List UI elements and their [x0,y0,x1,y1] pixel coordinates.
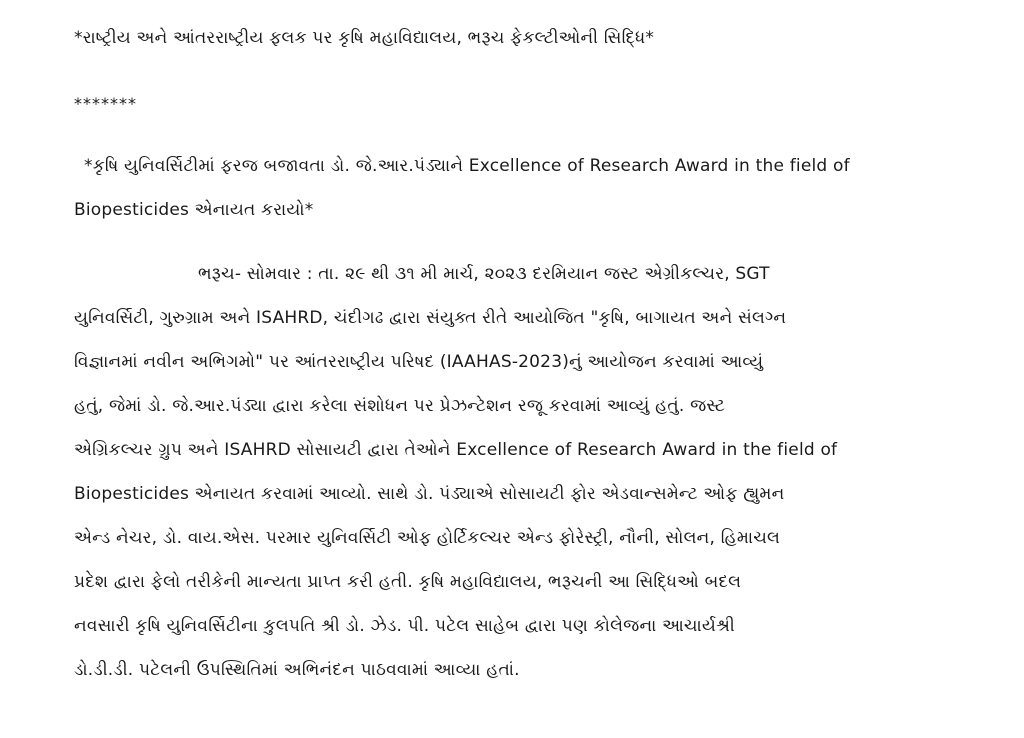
body-line-6: Biopesticides એનાયત કરવામાં આવ્યો. સાથે ડો. પંડ્યાએ સોસાયટી ફોર એડવાન્સમેન્ટ ઓફ હ્યુમન [74,484,785,504]
subheading-line-2: Biopesticides એનાયત કરાયો* [74,200,314,220]
body-line-1: ભરૂચ- સોમવાર : તા. ૨૯ થી ૩૧ મી માર્ચ, ૨૦૨૩ દરમિયાન જસ્ટ એગ્રીકલ્ચર, SGT [198,264,770,284]
separator-asterisks: ******* [74,94,137,113]
subheading-line-1: *કૃષિ યુનિવર્સિટીમાં ફરજ બજાવતા ડો. જે.આર.પંડ્યાને Excellence of Research Award in the field of [84,156,850,176]
body-line-9: નવસારી કૃષિ યુનિવર્સિટીના કુલપતિ શ્રી ડો. ઝેડ. પી. પટેલ સાહેબ દ્વારા પણ કોલેજના આચાર્યશ્રી [74,616,735,636]
body-line-10: ડો.ડી.ડી. પટેલની ઉપસ્થિતિમાં અભિનંદન પાઠવવામાં આવ્યા હતાં. [74,660,520,680]
body-line-5: એગ્રિકલ્ચર ગ્રુપ અને ISAHRD સોસાયટી દ્વારા તેઓને Excellence of Research Award in the field of [74,440,838,460]
body-line-4: હતું, જેમાં ડો. જે.આર.પંડ્યા દ્વારા કરેલા સંશોધન પર પ્રેઝન્ટેશન રજૂ કરવામાં આવ્યું હતું. જસ્ટ [74,396,726,416]
document-title: *રાષ્ટ્રીય અને આંતરરાષ્ટ્રીય ફલક પર કૃષિ મહાવિદ્યાલય, ભરૂચ ફેકલ્ટીઓની સિદ્ધિ* [74,28,655,48]
body-line-8: પ્રદેશ દ્વારા ફેલો તરીકેની માન્યતા પ્રાપ્ત કરી હતી. કૃષિ મહાવિદ્યાલય, ભરૂચની આ સિદ્ધિઓ બદલ [74,572,742,592]
body-line-3: વિજ્ઞાનમાં નવીન અભિગમો" પર આંતરરાષ્ટ્રીય પરિષદ (IAAHAS-2023)નું આયોજન કરવામાં આવ્યું [74,352,764,372]
body-line-7: એન્ડ નેચર, ડો. વાય.એસ. પરમાર યુનિવર્સિટી ઓફ હોર્ટિકલ્ચર એન્ડ ફોરેસ્ટ્રી, નૌની, સોલન, હિમાચલ [74,528,781,548]
body-line-2: યુનિવર્સિટી, ગુરુગ્રામ અને ISAHRD, ચંદીગઢ દ્વારા સંયુક્ત રીતે આયોજિત "કૃષિ, બાગાયત અને સંલગ્ન [74,308,787,328]
